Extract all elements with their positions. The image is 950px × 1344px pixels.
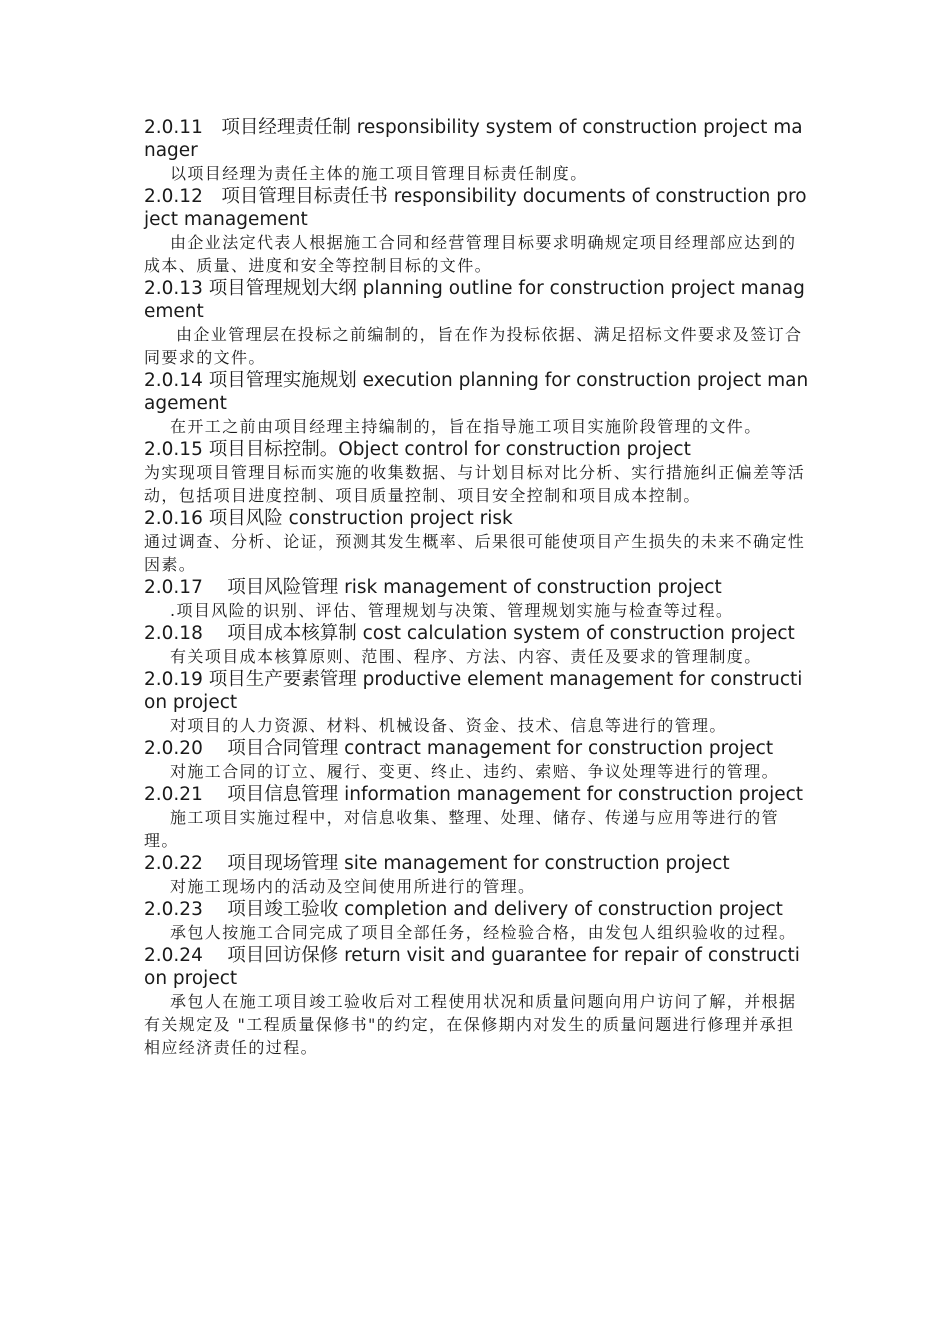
term-heading: 2.0.14 项目管理实施规划 execution planning for construction project management xyxy=(144,370,809,414)
term-definition: 有关项目成本核算原则、范围、程序、方法、内容、责任及要求的管理制度。 xyxy=(170,647,762,666)
term-heading: 2.0.19 项目生产要素管理 productive element management for construction project xyxy=(144,669,803,713)
document-content xyxy=(144,116,810,1059)
term-heading: 2.0.11 项目经理责任制 responsibility system of construction project manager xyxy=(144,117,803,161)
term-heading: 2.0.13 项目管理规划大纲 planning outline for construction project management xyxy=(144,278,805,322)
term-definition: 对施工合同的订立、履行、变更、终止、违约、索赔、争议处理等进行的管理。 xyxy=(170,762,780,781)
term-definition: 对施工现场内的活动及空间使用所进行的管理。 xyxy=(170,877,536,896)
term-definition: 由企业法定代表人根据施工合同和经营管理目标要求明确规定项目经理部应达到的成本、质量、进度和安全等控制目标的文件。 xyxy=(144,233,797,275)
term-definition: 在开工之前由项目经理主持编制的，旨在指导施工项目实施阶段管理的文件。 xyxy=(170,417,762,436)
term-definition: 承包人在施工项目竣工验收后对工程使用状况和质量问题向用户访问了解，并根据有关规定及 "工程质量保修书"的约定，在保修期内对发生的质量问题进行修理并承担相应经济责任的过程。 xyxy=(144,992,797,1057)
term-definition: 通过调查、分析、论证，预测其发生概率、后果很可能使项目产生损失的未来不确定性因素。 xyxy=(144,532,806,574)
term-heading: 2.0.15 项目目标控制。Object control for construction project xyxy=(144,439,691,460)
term-heading: 2.0.23 项目竣工验收 completion and delivery of construction project xyxy=(144,899,783,920)
term-heading: 2.0.16 项目风险 construction project risk xyxy=(144,508,513,529)
term-heading: 2.0.24 项目回访保修 return visit and guarantee for repair of construction project xyxy=(144,945,800,989)
term-heading: 2.0.21 项目信息管理 information management for construction project xyxy=(144,784,804,805)
term-heading: 2.0.20 项目合同管理 contract management for construction project xyxy=(144,738,774,759)
term-heading: 2.0.12 项目管理目标责任书 responsibility documents of construction project management xyxy=(144,186,807,230)
term-heading: 2.0.17 项目风险管理 risk management of construction project xyxy=(144,577,722,598)
term-definition: .项目风险的识别、评估、管理规划与决策、管理规划实施与检查等过程。 xyxy=(170,601,734,620)
term-definition: 由企业管理层在投标之前编制的，旨在作为投标依据、满足招标文件要求及签订合同要求的文件。 xyxy=(144,325,803,367)
term-definition: 承包人按施工合同完成了项目全部任务，经检验合格，由发包人组织验收的过程。 xyxy=(170,923,797,942)
term-heading: 2.0.18 项目成本核算制 cost calculation system of construction project xyxy=(144,623,795,644)
term-definition: 对项目的人力资源、材料、机械设备、资金、技术、信息等进行的管理。 xyxy=(170,716,727,735)
term-definition: 为实现项目管理目标而实施的收集数据、与计划目标对比分析、实行措施纠正偏差等活动，包括项目进度控制、项目质量控制、项目安全控制和项目成本控制。 xyxy=(144,463,806,505)
term-definition: 以项目经理为责任主体的施工项目管理目标责任制度。 xyxy=(170,164,588,183)
term-heading: 2.0.22 项目现场管理 site management for construction project xyxy=(144,853,730,874)
term-definition: 施工项目实施过程中，对信息收集、整理、处理、储存、传递与应用等进行的管理。 xyxy=(144,808,780,850)
